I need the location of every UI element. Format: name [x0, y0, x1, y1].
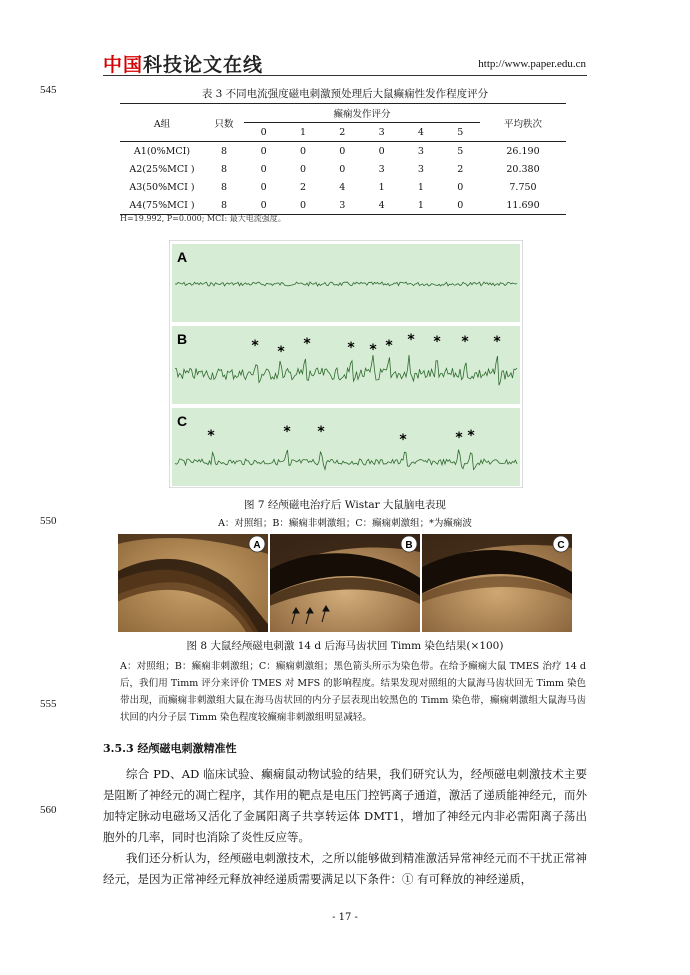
logo-red-text: 中国: [103, 54, 144, 76]
line-number: 555: [40, 698, 57, 710]
figure8-legend: A：对照组；B：癫痫非刺激组；C：癫痫刺激组；黑色箭头所示为染色带。在给予癫痫大鼠 TMES 治疗 14 d 后，我们用 Timm 评分来评价 TMES 对 MFS 的影响程度。结果发现对照组的大鼠海马齿状回无 Timm 染色带出现，而癫痫非刺激组大鼠在海马齿状回的内分子层表现出较黑色的 Timm 染色带，癫痫刺激组大鼠海马齿状回的内分子层 Timm 染色程度较癫痫非刺激组明显减轻。: [120, 661, 586, 723]
eeg-panel-label-c: C: [177, 413, 188, 429]
table-cell: 0: [260, 181, 267, 193]
seizure-wave-star: *: [399, 432, 407, 448]
table-cell: A4(75%MCI ): [120, 196, 204, 215]
histology-label-b: B: [405, 540, 413, 551]
histology-panel-b: [270, 534, 420, 632]
score-level-header: 3: [362, 123, 401, 142]
col-group-header: A组: [120, 104, 204, 142]
eeg-panel-c-bg: [172, 408, 520, 486]
table-cell: 1: [378, 181, 385, 193]
eeg-panel-a-bg: [172, 244, 520, 322]
table-cell: 0: [441, 196, 480, 215]
section-heading: 3.5.3 经颅磁电刺激精准性: [103, 742, 237, 755]
table-cell: 0: [260, 163, 267, 175]
table-cell: 2: [299, 181, 306, 193]
site-url[interactable]: http://www.paper.edu.cn: [478, 58, 586, 70]
table-note: H=19.992, P=0.000; MCI: 最大电流强度。: [120, 214, 286, 223]
table-cell: A2(25%MCI ): [129, 163, 195, 175]
table-cell: 0: [339, 145, 346, 157]
table-cell: 7.750: [509, 181, 537, 193]
logo-dark-text: 科技论文在线: [143, 54, 264, 76]
table-cell: 0: [339, 163, 346, 175]
histology-panel-a: [118, 534, 268, 632]
seizure-wave-star: *: [303, 336, 311, 352]
score-level-header: 4: [401, 123, 440, 142]
table-row: [120, 196, 566, 215]
score-level-header: 5: [441, 123, 480, 142]
body-paragraph-1: 综合 PD、AD 临床试验、癫痫鼠动物试验的结果，我们研究认为，经颅磁电刺激技术主要是阻断了神经元的凋亡程序，其作用的靶点是电压门控钙离子通道，激活了递质能神经元，而外加特定脉动电磁场又活化了金属阳离子共享转运体 DMT1，增加了神经元内非必需阳离子荡出胞外的几率，同时也消除了炎性反应等。: [103, 767, 587, 844]
line-number: 560: [40, 804, 57, 816]
seizure-wave-star: *: [385, 338, 393, 354]
table-cell: 0: [457, 181, 464, 193]
col-rank-header: 平均秩次: [480, 104, 566, 142]
table-cell: 3: [417, 145, 424, 157]
seizure-wave-star: *: [461, 334, 469, 350]
seizure-wave-star: *: [493, 334, 501, 350]
table-cell: A1(0%MCI): [133, 145, 191, 157]
seizure-wave-star: *: [455, 430, 463, 446]
line-number: 545: [40, 84, 57, 96]
table-cell: 5: [457, 145, 464, 157]
histology-label-c: C: [557, 540, 565, 551]
seizure-wave-star: *: [317, 424, 325, 440]
col-scores-header: 癫痫发作评分: [244, 104, 480, 123]
table-cell: 8: [220, 163, 228, 175]
seizure-wave-star: *: [347, 340, 355, 356]
score-level-header: 0: [244, 123, 283, 142]
table-cell: 3: [417, 163, 424, 175]
seizure-wave-star: *: [207, 428, 215, 444]
seizure-wave-star: *: [407, 332, 415, 348]
table-cell: 26.190: [506, 145, 540, 157]
table-cell: 0: [244, 196, 283, 215]
figure7-legend: A：对照组；B：癫痫非刺激组；C：癫痫刺激组；*为癫痫波: [218, 518, 472, 529]
table-row: [120, 178, 566, 196]
col-count-header: 只数: [204, 104, 244, 142]
page-number: - 17 -: [332, 912, 358, 923]
histology-panel-c: [422, 534, 572, 632]
table-cell: 4: [362, 196, 401, 215]
table-cell: 0: [299, 163, 306, 175]
table-cell: 11.690: [480, 196, 566, 215]
seizure-wave-star: *: [277, 344, 285, 360]
score-level-header: 1: [283, 123, 322, 142]
table-cell: 8: [220, 181, 228, 193]
table-cell: 1: [401, 196, 440, 215]
table-cell: 2: [457, 163, 464, 175]
table-cell: 4: [339, 181, 346, 193]
site-logo: [103, 50, 263, 77]
score-table: [120, 103, 566, 215]
table-cell: A3(50%MCI ): [129, 181, 195, 193]
table-row: [120, 142, 566, 161]
table-cell: 0: [299, 145, 306, 157]
table-title: 表 3 不同电流强度磁电刺激预处理后大鼠癫痫性发作程度评分: [201, 88, 489, 100]
table-cell: 3: [378, 163, 385, 175]
eeg-panel-label-b: B: [177, 331, 188, 347]
table-cell: 1: [417, 181, 424, 193]
seizure-wave-star: *: [433, 334, 441, 350]
score-level-header: 2: [323, 123, 362, 142]
table-header-row: [120, 104, 566, 123]
eeg-figure: [169, 240, 523, 488]
eeg-panel-label-a: A: [177, 249, 188, 265]
seizure-wave-star: *: [369, 342, 377, 358]
table-cell: 0: [260, 145, 267, 157]
histology-label-a: A: [253, 540, 261, 551]
table-cell: 0: [283, 196, 322, 215]
table-cell: 8: [220, 145, 228, 157]
figure7-caption: 图 7 经颅磁电治疗后 Wistar 大鼠脑电表现: [244, 499, 446, 511]
seizure-wave-star: *: [467, 428, 475, 444]
seizure-wave-star: *: [283, 424, 291, 440]
line-number: 550: [40, 515, 57, 527]
figure8-caption: 图 8 大鼠经颅磁电刺激 14 d 后海马齿状回 Timm 染色结果(×100): [186, 640, 504, 652]
table-row: [120, 160, 566, 178]
table-cell: 8: [204, 196, 244, 215]
body-paragraph-2: 我们还分析认为，经颅磁电刺激技术，之所以能够做到精准激活异常神经元而不干扰正常神经元，是因为正常神经元释放神经递质需要满足以下条件：① 有可释放的神经递质，: [103, 851, 587, 886]
table-body: [120, 142, 566, 215]
table-cell: 3: [323, 196, 362, 215]
table-cell: 0: [378, 145, 385, 157]
seizure-wave-star: *: [251, 338, 259, 354]
table-cell: 20.380: [506, 163, 540, 175]
header-rule: [103, 75, 587, 76]
